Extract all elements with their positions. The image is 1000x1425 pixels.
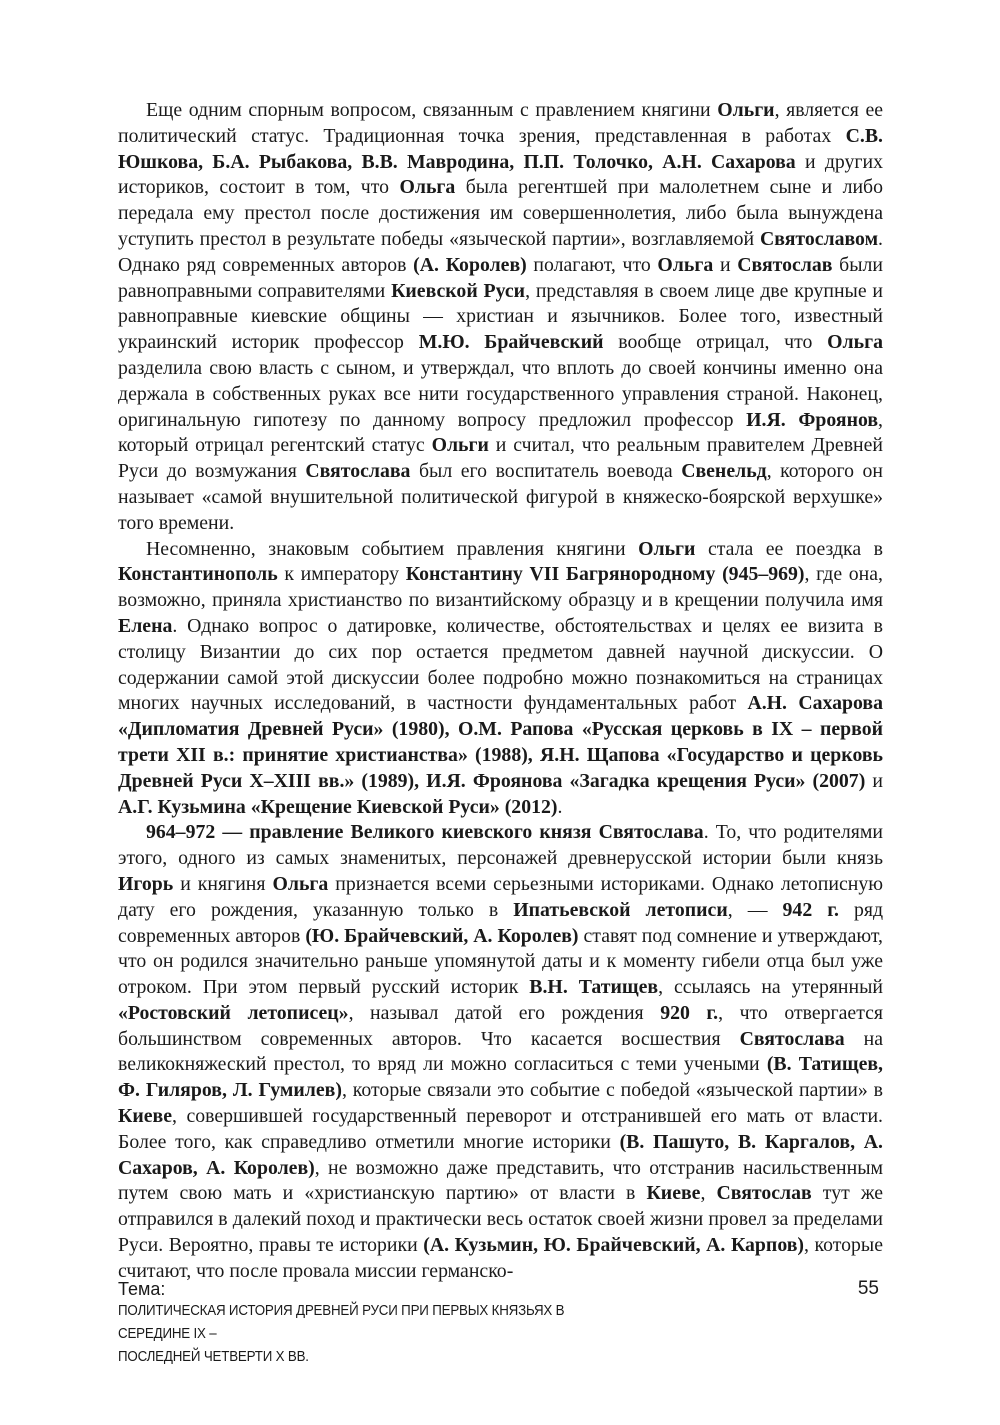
text-run: , которого он называет «самой внушительной политической фигурой в княжеско-боярской верхушке» того времени. [118,460,883,534]
bold-text-run: Святослава [739,1027,845,1050]
text-run: , совершившей государственный переворот и отстранившей его мать от власти. Более того, как справедливо отметили многие историки [118,1105,883,1153]
text-run: вообще отрицал, что [603,331,828,354]
paragraph-olga-constantinople [118,537,883,821]
text-run: , которые связали это событие с победой «языческой партии» в [341,1079,883,1102]
paragraph-olga-status [118,98,883,537]
bold-text-run: (В. Пашуто, В. Каргалов, А. Сахаров, А. Королев) [118,1130,883,1179]
text-run: , ссылаясь на утерянный [658,976,883,999]
bold-text-run: С.В. Юшкова, Б.А. Рыбакова, В.В. Мавродина, П.П. Толочко, А.Н. Сахарова [118,124,883,173]
bold-text-run: А.Н. Сахарова «Дипломатия Древней Руси» (1980), О.М. Рапова «Русская церковь в IX – первой трети XII в.: принятие христианства» (1988), Я.Н. Щапова «Государство и церковь Древней Руси X–XIII вв.» (1989), И.Я. Фроянова «Загадка крещения Руси» (2007) [118,692,883,792]
text-run: , называл датой его рождения [348,1001,661,1024]
bold-text-run: 942 г. [782,898,839,921]
text-run: ставят под сомнение и утверждают, что он родился значительно раньше упомянутой даты и к моменту гибели отца был уже отроком. При этом первый русский историк [118,924,883,999]
bold-text-run: М.Ю. Брайчевский [418,331,604,354]
bold-text-run: Киевской Руси [391,279,526,302]
bold-text-run: Святослава [305,460,411,483]
bold-text-run: Святослав [716,1182,812,1205]
text-run: разделила свою власть с сыном, и утверждал, что вплоть до своей кончины именно она держала в собственных руках все нити государственного управления страной. Наконец, оригинальную гипотезу по данному вопросу предложил профессор [118,356,883,431]
text-run: Несомненно, знаковым событием правления княгини [146,537,639,560]
text-run: , где она, возможно, приняла христианство по византийскому образцу и в крещении получила имя [118,563,883,612]
bold-text-run: Киеве [646,1182,701,1205]
text-run: и княгиня [173,872,273,895]
bold-text-run: (Ю. Брайчевский, А. Королев) [305,924,579,947]
page-footer [118,1278,883,1369]
text-run: и [865,769,883,792]
bold-text-run: (В. Татищев, Ф. Гиляров, Л. Гумилев) [118,1053,883,1102]
bold-text-run: Ольги [431,434,489,457]
topic-label: Тема: [118,1279,166,1299]
text-run: и [713,253,738,276]
text-run: Еще одним спорным вопросом, связанным с правлением княгини [146,99,718,121]
topic-title-line: ПОЛИТИЧЕСКАЯ ИСТОРИЯ ДРЕВНЕЙ РУСИ ПРИ ПЕРВЫХ КНЯЗЬЯХ В СЕРЕДИНЕ IX – [118,1303,565,1342]
bold-text-run: (А. Кузьмин, Ю. Брайчевский, А. Карпов) [423,1234,804,1257]
text-run: . То, что родителями этого, одного из самых знаменитых, персонажей древнерусской истории были князь [118,821,883,870]
bold-text-run: И.Я. Фроянов [746,408,879,431]
text-run: признается всеми серьезными историками. Однако летописную дату его рождения, указанную только в [118,872,883,921]
text-run: на великокняжеский престол, то вряд ли можно согласиться с теми учеными [118,1027,884,1076]
text-run: ряд современных авторов [118,898,884,947]
text-run: , который отрицал регентский статус [118,408,883,457]
text-run: . [557,795,563,818]
text-run: . Однако ряд современных авторов [118,227,883,276]
topic-title [118,1300,633,1369]
bold-text-run: В.Н. Татищев [529,976,659,999]
bold-text-run: Константинополь [118,563,278,586]
text-run: были равноправными соправителями [118,253,883,302]
bold-text-run: Свенельд [681,460,767,483]
bold-text-run: Елена [118,614,173,637]
text-run: , представляя в своем лице две крупные и равноправные киевские общины — христиан и язычников. Более того, известный украинский историк профессор [118,279,884,354]
bold-text-run: Ольга [399,176,456,199]
bold-text-run: (А. Королев) [413,253,527,276]
bold-text-run: Ольга [827,331,883,354]
bold-text-run: 920 г. [660,1001,719,1024]
text-run: , является ее политический статус. Традиционная точка зрения, представленная в работах [118,99,883,147]
bold-text-run: 964–972 — правление Великого киевского князя Святослава [146,821,704,844]
text-run: . Однако вопрос о датировке, количестве, обстоятельствах и целях ее визита в столицу Византии до сих пор остается предметом давней научной дискуссии. О содержании самой этой дискуссии более подробно можно познакомиться на страницах многих научных исследований, в частности фундаментальных работ [118,614,883,715]
text-run: полагают, что [526,253,658,276]
body-text [118,98,883,1285]
text-run: был его воспитатель воевода [410,460,682,483]
page-number: 55 [857,1278,879,1299]
bold-text-run: Ольга [272,872,329,895]
bold-text-run: А.Г. Кузьмина «Крещение Киевской Руси» (2012) [118,795,558,818]
topic-title-line: ПОСЛЕДНЕЙ ЧЕТВЕРТИ X ВВ. [118,1349,309,1365]
text-run: и считал, что реальным правителем Древней Руси до возмужания [118,434,883,483]
text-run: была регентшей при малолетнем сыне и либо передала ему престол после достижения им совершеннолетия, либо была вынуждена уступить престол в результате победы «языческой партии», возглавляемой [118,176,883,250]
bold-text-run: Киеве [118,1105,172,1128]
bold-text-run: Святослав [737,253,833,276]
text-run: тут же отправился в далекий поход и практически весь остаток своей жизни провел за пределами Руси. Вероятно, правы те историки [118,1182,884,1257]
bold-text-run: Ипатьевской летописи [513,898,728,921]
bold-text-run: Святославом [759,227,879,250]
text-run: , [700,1182,717,1205]
bold-text-run: «Ростовский летописец» [118,1001,349,1024]
text-run: , — [727,898,783,921]
bold-text-run: Ольги [717,99,775,121]
text-run: , не возможно даже представить, что отстранив насильственным путем свою мать и «христианскую партию» от власти в [118,1156,884,1205]
bold-text-run: Ольга [657,253,714,276]
text-run: стала ее поездка в [695,537,883,560]
text-run: , которые считают, что после провала миссии германско- [118,1234,883,1282]
text-run: к императору [277,563,406,586]
paragraph-sviatoslav-reign [118,820,883,1284]
text-run: и других историков, состоит в том, что [118,150,883,199]
bold-text-run: Ольги [638,537,696,560]
bold-text-run: Игорь [118,872,174,895]
text-run: , что отвергается большинством современных авторов. Что касается восшествия [118,1001,883,1050]
bold-text-run: Константину VII Багрянородному (945–969) [405,563,805,586]
